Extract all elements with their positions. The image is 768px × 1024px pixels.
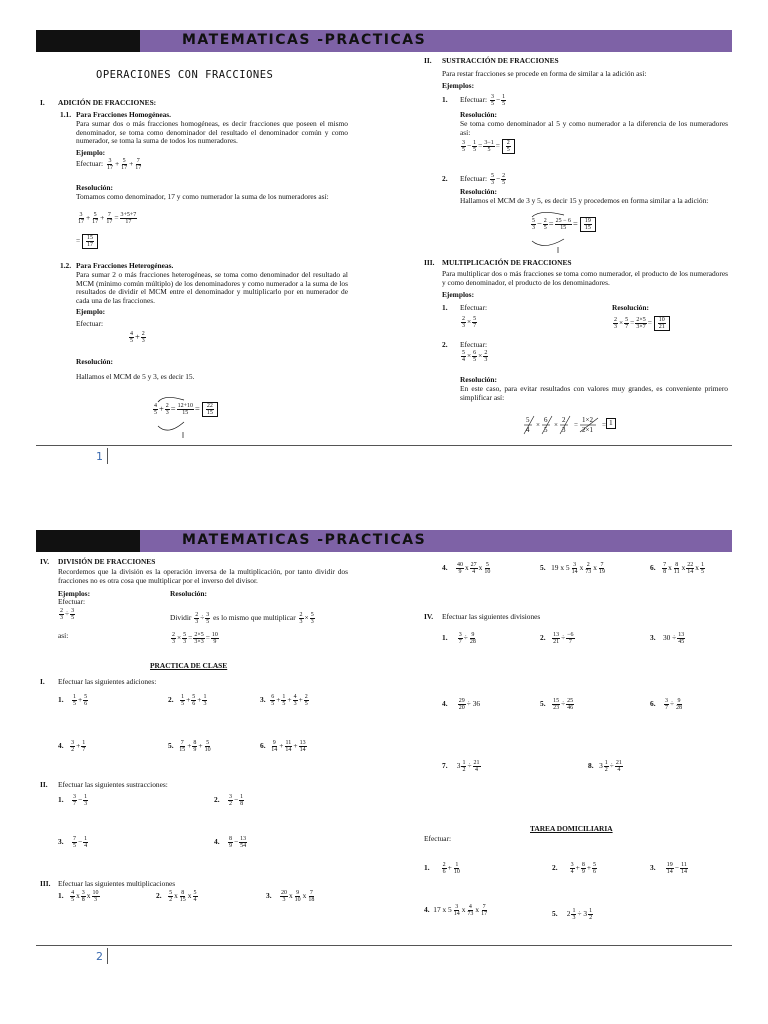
fraction: $\frac{7}{17}$ — [106, 212, 113, 225]
fraction: $\frac{3}{7}$ — [458, 632, 462, 645]
section-roman: IV. — [424, 612, 434, 621]
exercise-expression: Efectuar: $\frac{5}{3}$ − $\frac{2}{5}$ — [460, 173, 506, 186]
exercise-item: 3. $\frac{19}{14}$ − $\frac{11}{14}$ — [650, 862, 687, 875]
exercise-item: 1. $\frac{1}{5}$ + $\frac{5}{6}$ — [58, 694, 88, 707]
efectuar-label: Efectuar: — [76, 159, 104, 169]
header-black-block — [36, 30, 140, 52]
solution-expression: $\frac{5}{3}$ − $\frac{2}{5}$ = $\frac{25 - 6}{15}$ = $\frac{19}{15}$ — [530, 217, 596, 232]
subsection-number: 1.1. — [60, 110, 72, 119]
fraction: $\frac{1}{10}$ — [453, 862, 460, 875]
fraction: $\frac{13}{54}$ — [240, 836, 247, 849]
fraction: $\frac{10}{9}$ — [211, 632, 218, 645]
fraction: $\frac{8}{9}$ — [581, 862, 585, 875]
exercise-expression: Efectuar: $\frac{3}{5}$ − $\frac{1}{5}$ — [460, 94, 506, 107]
ejemplos-label: Ejemplos: — [442, 290, 475, 299]
section-roman: IV. — [40, 557, 50, 566]
exercise-expression: Efectuar: $\frac{3}{17}$ + $\frac{5}{17}$ + $\frac{7}{17}$ — [76, 158, 142, 171]
page-number-divider — [107, 948, 108, 964]
fraction: $\frac{5}{2}$ — [169, 890, 173, 903]
fraction: $\frac{3}{7}$ — [664, 698, 668, 711]
fraction: $\frac{15}{23}$ — [553, 698, 560, 711]
fraction: $\frac{1}{2}$ — [589, 908, 593, 921]
exercise-expression: $\frac{2}{3}$ ÷ $\frac{3}{5}$ — [60, 608, 75, 621]
efectuar-label: Efectuar: — [58, 597, 86, 606]
fraction: $\frac{3}{4}$ — [570, 862, 574, 875]
ejemplos-label: Ejemplos: — [58, 589, 91, 598]
fraction: $\frac{3+5+7}{17}$ — [120, 212, 137, 225]
fraction: $\frac{5}{17}$ — [92, 212, 99, 225]
practica-heading: PRACTICA DE CLASE — [150, 661, 228, 670]
fraction: $\frac{7}{17}$ — [481, 904, 488, 917]
fraction: $\frac{5}{3}$ — [310, 612, 314, 625]
fraction: $\frac{4}{73}$ — [467, 904, 474, 917]
paragraph: Para sumar dos o más fracciones homogéneas, es decir fracciones que poseen el mismo denominador, se toma como denominador del resultado el denominador común y como numerador, se toma la suma de todos los numeradores. — [76, 119, 348, 146]
dividir-text: Dividir — [170, 613, 192, 623]
section-roman: III. — [424, 258, 435, 267]
fraction: $\frac{1}{2}$ — [604, 760, 608, 773]
fraction: $\frac{7}{18}$ — [308, 890, 315, 903]
fraction: $\frac{10}{21}$ — [658, 317, 665, 330]
solution-expression: $\frac{2}{3}$ × $\frac{5}{7}$ = $\frac{2\times 5}{3\times 7}$ = $\frac{10}{21}$ — [612, 316, 670, 331]
section-title-adicion: ADICIÓN DE FRACCIONES: — [58, 98, 157, 107]
exercise-item: 1. $\frac{2}{6}$ + $\frac{1}{10}$ — [424, 862, 460, 875]
fraction: $\frac{3}{2}$ — [71, 740, 75, 753]
svg-text:5: 5 — [544, 426, 548, 434]
fraction: $\frac{13}{45}$ — [678, 632, 685, 645]
resolucion-label: Resolución: — [612, 303, 649, 312]
resolucion-label: Resolución: — [76, 183, 113, 192]
exercise-instructions: Efectuar las siguientes divisiones — [442, 612, 541, 621]
fraction: $\frac{9}{14}$ — [271, 740, 278, 753]
exercise-item: 4. $\frac{40}{9}$ x $\frac{27}{4}$ x $\frac{5}{10}$ — [442, 562, 491, 575]
fraction: $\frac{3}{17}$ — [78, 212, 84, 225]
exercise-item: 4. $\frac{29}{20}$ ÷ 36 — [442, 698, 481, 711]
page-subtitle: OPERACIONES CON FRACCIONES — [96, 69, 274, 81]
exercise-instructions: Efectuar las siguientes sustracciones: — [58, 780, 168, 789]
fraction: $\frac{15}{17}$ — [87, 235, 94, 248]
fraction: $\frac{22}{14}$ — [687, 562, 694, 575]
fraction: $\frac{3}{14}$ — [571, 562, 578, 575]
fraction: $\frac{8}{15}$ — [179, 890, 186, 903]
exercise-expression: $\frac{2}{3}$ × $\frac{5}{7}$ — [462, 316, 477, 329]
fraction: $\frac{9}{10}$ — [294, 890, 301, 903]
fraction: $\frac{5}{6}$ — [84, 694, 88, 707]
exercise-item: 6. $\frac{3}{7}$ ÷ $\frac{9}{28}$ — [650, 698, 682, 711]
fraction: $\frac{25 - 6}{15}$ — [555, 218, 571, 231]
page-number: 1 — [96, 450, 103, 463]
efectuar-label: Efectuar: — [460, 303, 488, 312]
fraction: $\frac{5}{10}$ — [204, 740, 211, 753]
fraction: $\frac{11}{14}$ — [285, 740, 292, 753]
page-number-divider — [107, 448, 108, 464]
fraction: $\frac{2}{3}$ — [614, 317, 617, 330]
fraction: $\frac{1}{5}$ — [181, 694, 185, 707]
fraction: $\frac{2}{3}$ — [462, 316, 465, 329]
exercise-instructions: Efectuar las siguientes adiciones: — [58, 677, 157, 686]
section-title-multiplicacion: MULTIPLICACIÓN DE FRACCIONES — [442, 258, 572, 267]
solution-expression: $\frac{3}{17}$ + $\frac{5}{17}$ + $\frac{7}{17}$ = $\frac{3+5+7}{17}$ — [78, 212, 137, 225]
exercise-item: 2. $\frac{5}{2}$ x $\frac{8}{15}$ x $\frac{5}{4}$ — [156, 890, 197, 903]
page-number: 2 — [96, 950, 103, 963]
exercise-item: 7. 3 $\frac{1}{2}$ ÷ $\frac{21}{4}$ — [442, 760, 480, 773]
header-bar — [36, 530, 732, 552]
mcm-text: Hallamos el MCM de 5 y 3, es decir 15. — [76, 372, 195, 381]
paragraph: Hallamos el MCM de 3 y 5, es decir 15 y procedemos en forma similar a la adición: — [460, 196, 709, 205]
fraction: $\frac{2}{3}$ — [484, 350, 488, 363]
paragraph: Recordemos que la división es la operación inversa de la multiplicación, por tanto dividir dos fracciones no es otra cosa que multiplicar por el inverso del divisor. — [58, 567, 348, 585]
paragraph: Para sumar 2 o más fracciones heterogéneas, se toma como denominador del resultado al MCM (mínimo común múltiplo) de los denominadores y como numerador a la suma de los resultados de dividir el MCM entre el denominador y multiplicarlo por en numerador de cada una de las fracciones. — [76, 270, 348, 305]
exercise-item: 5. $\frac{15}{23}$ ÷ $\frac{25}{46}$ — [540, 698, 574, 711]
fraction: $\frac{2\times 5}{3\times 3}$ — [194, 632, 204, 645]
exercise-item: 4. $\frac{3}{2}$ + $\frac{1}{7}$ — [58, 740, 86, 753]
paragraph: Tomamos como denominador, 17 y como numerador la suma de los numeradores así: — [76, 192, 329, 201]
fraction: $\frac{1}{8}$ — [240, 794, 244, 807]
paragraph: En este caso, para evitar resultados con valores muy grandes, es conveniente primero simplificar así: — [460, 384, 728, 402]
section-roman: I. — [40, 677, 45, 686]
fraction: $\frac{8}{9}$ — [228, 836, 232, 849]
fraction: $\frac{1}{5}$ — [502, 94, 506, 107]
fraction: $\frac{2}{3}$ — [165, 403, 169, 416]
efectuar-label: Efectuar: — [460, 174, 488, 184]
section-roman: III. — [40, 879, 51, 888]
fraction: $\frac{1}{3}$ — [572, 908, 576, 921]
footer-rule — [36, 945, 732, 946]
header-bar — [36, 30, 732, 52]
page-2 — [0, 528, 768, 998]
item-number: 1. — [442, 303, 448, 312]
fraction: $\frac{21}{4}$ — [473, 760, 480, 773]
exercise-item: 1. $\frac{3}{7}$ ÷ $\frac{9}{28}$ — [442, 632, 476, 645]
svg-text:2×1: 2×1 — [582, 426, 593, 434]
item-number: 2. — [442, 174, 448, 183]
fraction: $\frac{11}{14}$ — [680, 862, 687, 875]
resolucion-label: Resolución: — [460, 375, 497, 384]
fraction: $\frac{2}{3}$ — [172, 632, 175, 645]
paragraph: Para multiplicar dos o más fracciones se toma como numerador, el producto de los numeradores y como denominador, el producto de los denominadores. — [442, 269, 728, 287]
fraction: $\frac{2}{5}$ — [543, 218, 547, 231]
cross-arrows-diagram — [150, 396, 210, 440]
section-roman: II. — [424, 56, 432, 65]
fraction: $\frac{21}{4}$ — [615, 760, 622, 773]
svg-text:1×2: 1×2 — [582, 416, 593, 424]
fraction: $\frac{5}{4}$ — [462, 350, 465, 363]
fraction: $\frac{5}{4}$ — [193, 890, 197, 903]
svg-text:=: = — [602, 421, 606, 429]
fraction: $\frac{2}{3}$ — [141, 331, 145, 344]
exercise-item: 6. $\frac{7}{8}$ x $\frac{8}{11}$ x $\frac{22}{14}$ x $\frac{1}{5}$ — [650, 562, 704, 575]
subsection-number: 1.2. — [60, 261, 72, 270]
efectuar-label: Efectuar: — [460, 340, 488, 349]
section-title-division: DIVISIÓN DE FRACCIONES — [58, 557, 156, 566]
exercise-item: 3. $\frac{20}{3}$ x $\frac{9}{10}$ x $\frac{7}{18}$ — [266, 890, 315, 903]
fraction: $\frac{10}{3}$ — [92, 890, 99, 903]
fraction: $\frac{4}{5}$ — [71, 890, 75, 903]
section-roman: I. — [40, 98, 45, 107]
fraction: $\frac{1}{5}$ — [282, 694, 286, 707]
fraction: $\frac{1}{5}$ — [72, 694, 76, 707]
fraction: $\frac{7}{8}$ — [663, 562, 667, 575]
fraction: $\frac{1}{3}$ — [203, 694, 207, 707]
svg-text:2: 2 — [562, 416, 566, 424]
exercise-item: 5. 19 x 5 $\frac{3}{14}$ x $\frac{2}{73}$ x $\frac{7}{19}$ — [540, 562, 605, 575]
subsection-title: Para Fracciones Homogéneas. — [76, 110, 172, 119]
fraction: $\frac{2}{3}$ — [60, 608, 63, 621]
fraction: $\frac{7}{5}$ — [72, 836, 76, 849]
fraction: $\frac{3-1}{5}$ — [484, 140, 494, 153]
exercise-item: 4. $\frac{8}{9}$ − $\frac{13}{54}$ — [214, 836, 247, 849]
item-number: 1. — [442, 95, 448, 104]
fraction: $\frac{-6}{7}$ — [567, 632, 574, 645]
svg-text:×: × — [554, 421, 558, 429]
exercise-item: 3. 30 ÷ $\frac{13}{45}$ — [650, 632, 685, 645]
asi-label: así: — [58, 631, 69, 640]
header-title: MATEMATICAS -PRACTICAS — [182, 532, 427, 548]
svg-text:4: 4 — [526, 426, 530, 434]
fraction: $\frac{5}{10}$ — [484, 562, 491, 575]
fraction: $\frac{22}{15}$ — [206, 403, 213, 416]
efectuar-label: Efectuar: — [424, 834, 452, 843]
solution-expression: $\frac{2}{3}$ × $\frac{5}{3}$ = $\frac{2\times 5}{3\times 3}$ = $\frac{10}{9}$ — [172, 632, 218, 645]
fraction: $\frac{3}{5}$ — [206, 612, 210, 625]
exercise-item: 5. 2 $\frac{1}{3}$ ÷ 3 $\frac{1}{2}$ — [552, 908, 593, 921]
fraction: $\frac{1}{3}$ — [84, 794, 88, 807]
fraction: $\frac{1}{4}$ — [84, 836, 88, 849]
exercise-item: 4. 17 x 5 $\frac{3}{14}$ x $\frac{4}{73}$ x $\frac{7}{17}$ — [424, 904, 488, 917]
subsection-title: Para Fracciones Heterogéneas. — [76, 261, 174, 270]
svg-text:3: 3 — [562, 426, 566, 434]
exercise-item: 3. $\frac{6}{5}$ + $\frac{1}{5}$ + $\frac{4}{3}$ + $\frac{2}{5}$ — [260, 694, 308, 707]
fraction: $\frac{3}{5}$ — [490, 94, 494, 107]
fraction: $\frac{6}{5}$ — [473, 350, 477, 363]
resolucion-label: Resolución: — [460, 187, 497, 196]
fraction: $\frac{8}{9}$ — [193, 740, 197, 753]
fraction: $\frac{2}{73}$ — [585, 562, 592, 575]
fraction: $\frac{7}{15}$ — [179, 740, 186, 753]
fraction: $\frac{13}{21}$ — [553, 632, 560, 645]
fraction: $\frac{5}{3}$ — [532, 218, 535, 231]
fraction: $\frac{25}{46}$ — [567, 698, 574, 711]
fraction: $\frac{2}{5}$ — [502, 173, 506, 186]
fraction: $\frac{40}{9}$ — [456, 562, 463, 575]
resolucion-label: Resolución: — [76, 357, 113, 366]
fraction: $\frac{12+10}{15}$ — [177, 403, 193, 416]
exercise-instructions: Efectuar las siguientes multiplicaciones — [58, 879, 176, 888]
fraction: $\frac{3}{7}$ — [72, 794, 76, 807]
fraction: $\frac{6}{5}$ — [271, 694, 275, 707]
fraction: $\frac{3}{5}$ — [71, 608, 75, 621]
ejemplo-label: Ejemplo: — [76, 307, 106, 316]
exercise-expression: $\frac{4}{5}$ + $\frac{2}{3}$ — [130, 331, 145, 344]
fraction: $\frac{19}{14}$ — [666, 862, 673, 875]
svg-text:5: 5 — [526, 416, 530, 424]
fraction: $\frac{4}{5}$ — [154, 403, 157, 416]
efectuar-label: Efectuar: — [76, 319, 104, 328]
svg-text:6: 6 — [544, 416, 548, 424]
result-box — [502, 139, 515, 154]
exercise-item: 1. $\frac{3}{7}$ − $\frac{1}{3}$ — [58, 794, 88, 807]
exercise-item: 2. $\frac{13}{21}$ ÷ $\frac{-6}{7}$ — [540, 632, 574, 645]
fraction: $\frac{7}{17}$ — [135, 158, 142, 171]
equivalence-text: es lo mismo que multiplicar — [213, 613, 296, 623]
fraction: $\frac{3}{5}$ — [462, 140, 465, 153]
exercise-item: 3. $\frac{7}{5}$ − $\frac{1}{4}$ — [58, 836, 88, 849]
fraction: $\frac{2}{5}$ — [506, 140, 510, 153]
fraction: $\frac{3}{2}$ — [228, 794, 232, 807]
fraction: $\frac{5}{6}$ — [592, 862, 596, 875]
section-roman: II. — [40, 780, 48, 789]
final-result — [606, 418, 616, 429]
resolution-sentence: Dividir $\frac{2}{3}$ ÷ $\frac{3}{5}$ es lo mismo que multiplicar $\frac{2}{3}$ × $\frac{5}{3}$ — [170, 612, 314, 625]
fraction: $\frac{4}{3}$ — [293, 694, 297, 707]
fraction: $\frac{4}{5}$ — [130, 331, 133, 344]
fraction: $\frac{13}{14}$ — [299, 740, 306, 753]
header-title: MATEMATICAS -PRACTICAS — [182, 32, 427, 48]
svg-text:×: × — [536, 421, 540, 429]
section-title-sustraccion: SUSTRACCIÓN DE FRACCIONES — [442, 56, 559, 65]
fraction: $\frac{2}{5}$ — [304, 694, 308, 707]
fraction: $\frac{2}{3}$ — [299, 612, 303, 625]
fraction: $\frac{1}{5}$ — [700, 562, 704, 575]
exercise-item: 2. $\frac{3}{2}$ − $\frac{1}{8}$ — [214, 794, 244, 807]
resolucion-label: Resolución: — [460, 110, 497, 119]
paragraph: Para restar fracciones se procede en forma de similar a la adición así: — [442, 69, 647, 78]
fraction: $\frac{3}{8}$ — [81, 890, 85, 903]
exercise-item: 1. $\frac{4}{5}$ x $\frac{3}{8}$ x $\frac{10}{3}$ — [58, 890, 99, 903]
header-black-block — [36, 530, 140, 552]
fraction: $\frac{3}{14}$ — [453, 904, 460, 917]
fraction: $\frac{5}{3}$ — [490, 173, 494, 186]
paragraph: Se toma como denominador al 5 y como numerador a la diferencia de los numeradores así: — [460, 119, 728, 137]
exercise-expression: $\frac{5}{4}$ × $\frac{6}{5}$ × $\frac{2}{3}$ — [462, 350, 488, 363]
exercise-item: 5. $\frac{7}{15}$ + $\frac{8}{9}$ + $\frac{5}{10}$ — [168, 740, 211, 753]
item-number: 2. — [442, 340, 448, 349]
fraction: $\frac{2\times 5}{3\times 7}$ — [636, 317, 646, 330]
fraction: $\frac{19}{15}$ — [584, 218, 591, 231]
resolucion-label: Resolución: — [170, 589, 207, 598]
fraction: $\frac{8}{11}$ — [673, 562, 680, 575]
exercise-item: 2. $\frac{3}{4}$ + $\frac{8}{9}$ + $\frac{5}{6}$ — [552, 862, 596, 875]
result-expression: = $\frac{15}{17}$ — [76, 234, 98, 249]
svg-text:=: = — [574, 421, 578, 429]
fraction: $\frac{5}{7}$ — [625, 317, 629, 330]
footer-rule — [36, 445, 732, 446]
fraction: $\frac{9}{28}$ — [469, 632, 476, 645]
fraction: $\frac{20}{3}$ — [280, 890, 287, 903]
exercise-item: 6. $\frac{9}{14}$ + $\frac{11}{14}$ + $\frac{13}{14}$ — [260, 740, 306, 753]
fraction: $\frac{2}{3}$ — [195, 612, 199, 625]
fraction: $\frac{29}{20}$ — [458, 698, 465, 711]
fraction: $\frac{7}{19}$ — [598, 562, 605, 575]
fraction: $\frac{9}{28}$ — [676, 698, 682, 711]
page-1 — [0, 28, 768, 498]
fraction: $\frac{2}{6}$ — [442, 862, 446, 875]
fraction: $\frac{1}{5}$ — [473, 140, 477, 153]
solution-expression: $\frac{3}{5}$ − $\frac{1}{5}$ = $\frac{3-1}{5}$ = $\frac{2}{5}$ — [460, 139, 515, 154]
fraction: $\frac{3}{17}$ — [106, 158, 113, 171]
fraction: $\frac{1}{7}$ — [82, 740, 86, 753]
efectuar-label: Efectuar: — [460, 95, 488, 105]
exercise-item: 8. 3 $\frac{1}{2}$ ÷ $\frac{21}{4}$ — [588, 760, 622, 773]
result-box — [82, 234, 98, 249]
tarea-heading: TAREA DOMICILIARIA — [530, 824, 613, 833]
ejemplo-label: Ejemplo: — [76, 148, 106, 157]
solution-expression: $\frac{4}{5}$ + $\frac{2}{3}$ = $\frac{12+10}{15}$ = $\frac{22}{15}$ — [152, 402, 218, 417]
fraction: $\frac{27}{4}$ — [470, 562, 477, 575]
cross-arrows-diagram — [524, 211, 604, 255]
result-box — [654, 316, 670, 331]
result-box: 1 — [606, 418, 616, 429]
ejemplos-label: Ejemplos: — [442, 81, 475, 90]
fraction: $\frac{5}{6}$ — [192, 694, 196, 707]
fraction: $\frac{5}{7}$ — [473, 316, 477, 329]
exercise-item: 2. $\frac{1}{5}$ + $\frac{5}{6}$ + $\frac{1}{3}$ — [168, 694, 207, 707]
fraction: $\frac{5}{3}$ — [183, 632, 187, 645]
fraction: $\frac{5}{17}$ — [121, 158, 128, 171]
fraction: $\frac{1}{2}$ — [462, 760, 466, 773]
